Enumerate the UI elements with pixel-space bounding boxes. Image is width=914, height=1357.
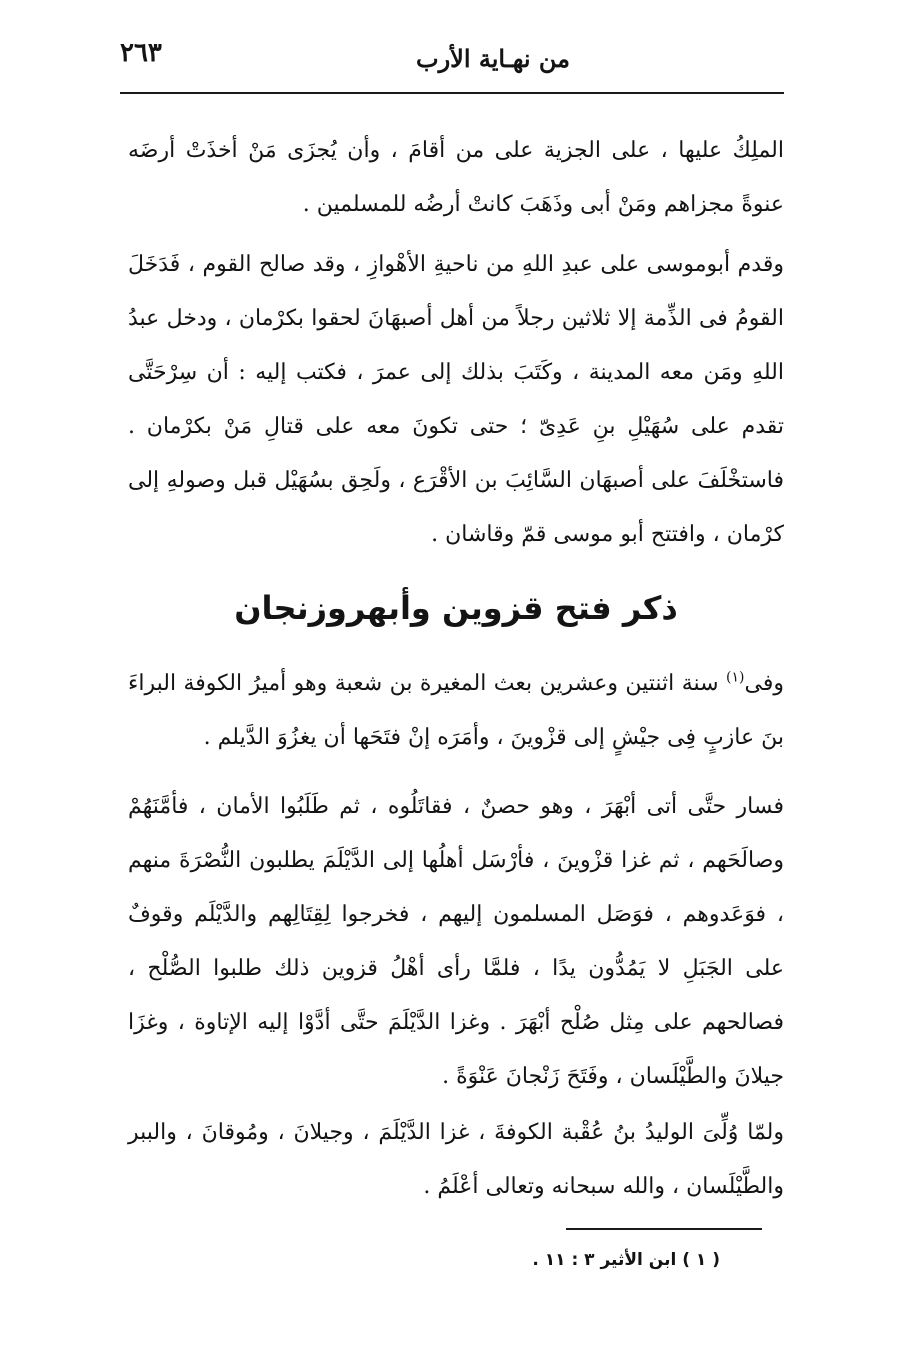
footnote: ( ١ ) ابن الأثير ٣ : ١١ . — [532, 1250, 720, 1270]
header-rule — [120, 92, 784, 94]
paragraph-1: الملِكُ عليها ، على الجزية على من أقامَ ، وأن يُجزَى مَنْ أخذَتْ أرضَه عنوةً مجزاهم ومَنْ أبى وذَهَبَ كانتْ أرضُه للمسلمين . — [128, 138, 784, 217]
footnote-marker[interactable]: (١) — [726, 669, 745, 686]
paragraph-3-text: سنة اثنتين وعشرين بعث المغيرة بن شعبة وهو أميرُ الكوفة البراءَ بنَ عازبٍ فِى جيْشٍ إلى قزْوينَ ، وأمَرَه إنْ فتَحَها أن يغزُوَ الدَّيلم . — [128, 671, 784, 750]
page-header — [120, 38, 780, 86]
paragraph-5: ولمّا وُلِّىَ الوليدُ بنُ عُقْبة الكوفةَ ، غزا الدَّيْلَمَ ، وجيلانَ ، ومُوقانَ ، والببر والطَّيْلَسان ، والله سبحانه وتعالى أعْلَمُ . — [128, 1120, 784, 1199]
footnote-rule — [566, 1228, 762, 1230]
section-heading: ذكر فتح قزوين وأبهروزنجان — [234, 589, 678, 627]
paragraph-4: فسار حتَّى أتى أبْهَرَ ، وهو حصنٌ ، فقاتَلُوه ، ثم طَلَبُوا الأمان ، فأمَّنَهُمْ وصالَحَهم ، ثم غزا قزْوينَ ، فأرْسَل أهلُها إلى الدَّيْلَمَ يطلبون النُّصْرَةَ منهم ، فوَعَدوهم ، فوَصَل المسلمون إليهم ، فخرجوا لِقِتَالِهم والدَّيْلَم وقوفٌ على الجَبَلِ لا يَمُدُّون يدًا ، فلمَّا رأى أهْلُ قزوين ذلك طلبوا الصُّلْح ، فصالحهم على مِثل صُلْح أبْهَرَ . وغزا الدَّيْلَمَ حتَّى أدَّوْا إليه الإتاوة ، وغزَا جيلانَ والطَّيْلَسان ، وفَتَحَ زَنْجانَ عَنْوَةً . — [128, 794, 784, 1089]
paragraph-3-lead: وفى — [744, 671, 784, 696]
paragraph-2: وقدم أبوموسى على عبدِ اللهِ من ناحيةِ الأهْوازِ ، وقد صالح القوم ، فَدَخَلَ القومُ فى الذِّمة إلا ثلاثين رجلاً من أهل أصبهَانَ لحقوا بكرْمان ، ودخل عبدُ اللهِ ومَن معه المدينة ، وكَتَبَ بذلك إلى عمرَ ، فكتب إليه : أن سِرْحَتَّى تقدم على سُهَيْلِ بنِ عَدِىّ ؛ حتى تكونَ معه على قتالِ مَنْ بكرْمان . فاستخْلَفَ على أصبهَان السَّائِبَ بن الأقْرَع ، ولَحِق بسُهَيْل قبل وصولهِ إلى كرْمان ، وافتتح أبو موسى قمّ وقاشان . — [128, 252, 784, 547]
paragraph-3 — [128, 657, 784, 765]
page-number: ٢٦٣ — [120, 38, 162, 68]
running-title: من نهـاية الأرب — [415, 44, 570, 73]
